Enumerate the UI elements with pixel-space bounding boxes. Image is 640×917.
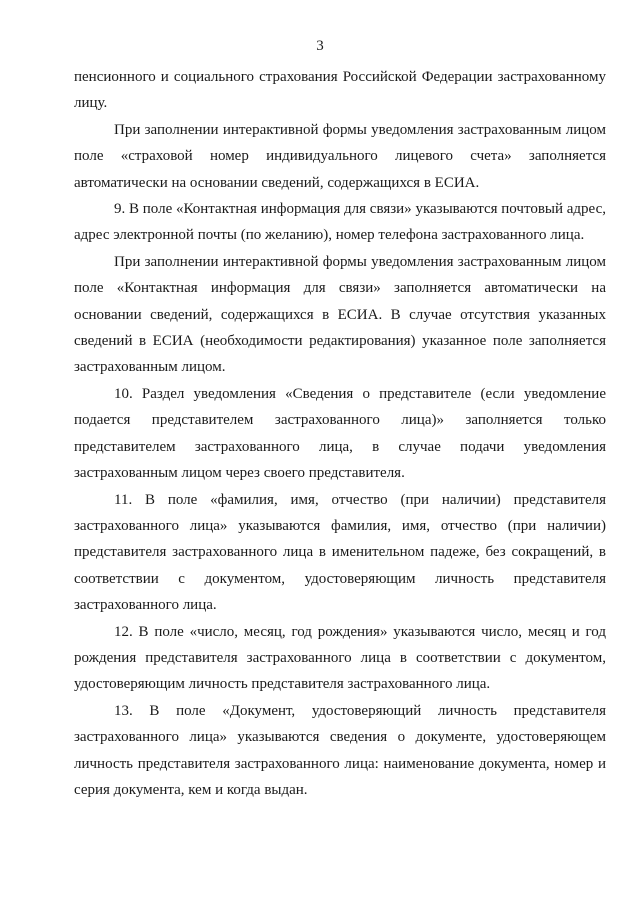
paragraph-continuation: пенсионного и социального страхования Российской Федерации застрахованному лицу.	[74, 69, 606, 112]
paragraph-snils-autofill: При заполнении интерактивной формы уведомления застрахованным лицом поле «страховой номер индивидуального лицевого счета» заполняется автоматически на основании сведений, содержащихся в ЕСИА.	[74, 121, 606, 191]
page-number: 3	[316, 38, 324, 54]
paragraph-item-10: 10. Раздел уведомления «Сведения о представителе (если уведомление подается представителем застрахованного лица)» заполняется только представителем застрахованного лица, в случае подачи уведомления застрахованным лицом через своего представителя.	[74, 385, 606, 482]
paragraph-item-9: 9. В поле «Контактная информация для связи» указываются почтовый адрес, адрес электронной почты (по желанию), номер телефона застрахованного лица.	[74, 201, 606, 244]
paragraph-item-13: 13. В поле «Документ, удостоверяющий личность представителя застрахованного лица» указываются сведения о документе, удостоверяющем личность представителя застрахованного лица: наименование документа, номер и серия документа, кем и когда выдан.	[74, 702, 606, 798]
paragraph-item-12: 12. В поле «число, месяц, год рождения» указываются число, месяц и год рождения представителя застрахованного лица в соответствии с документом, удостоверяющим личность представителя застрахованного лица.	[74, 623, 606, 693]
paragraph-contact-autofill: При заполнении интерактивной формы уведомления застрахованным лицом поле «Контактная информация для связи» заполняется автоматически на основании сведений, содержащихся в ЕСИА. В случае отсутствия указанных сведений в ЕСИА (необходимости редактирования) указанное поле заполняется застрахованным лицом.	[74, 253, 606, 376]
document-body	[74, 64, 606, 803]
paragraph-item-11: 11. В поле «фамилия, имя, отчество (при наличии) представителя застрахованного лица» указываются фамилия, имя, отчество (при наличии) представителя застрахованного лица в именительном падеже, без сокращений, в соответствии с документом, удостоверяющим личность представителя застрахованного лица.	[74, 491, 606, 614]
